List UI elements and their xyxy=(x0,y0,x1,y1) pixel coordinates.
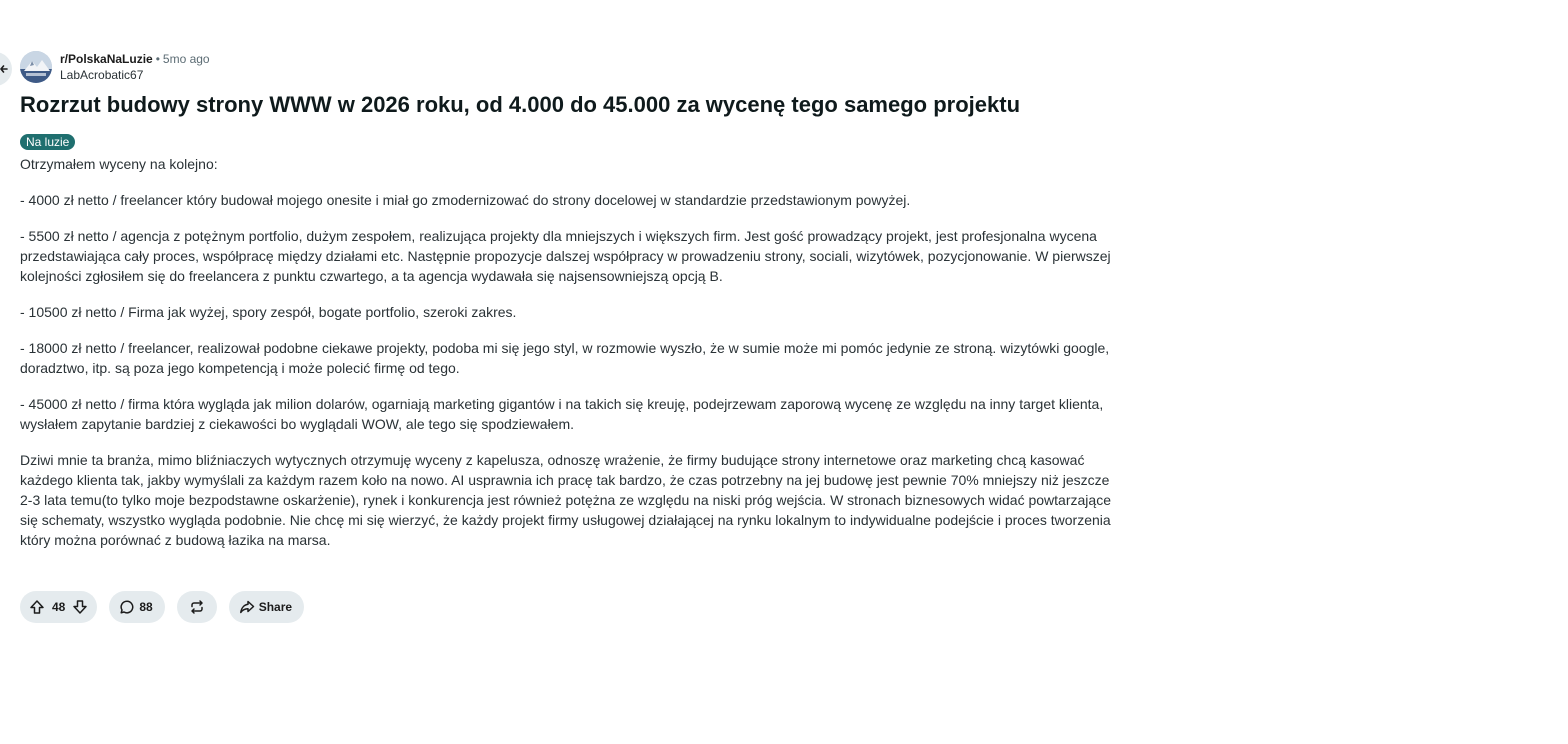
post-paragraph: - 45000 zł netto / firma która wygląda jak milion dolarów, ogarniają marketing gigantów i na takich się kreuję, podejrzewam zaporową wycenę ze względu na inny target klienta, wysłałem zapytanie bardziej z ciekawości bo wyglądali WOW, ale tego się spodziewałem. xyxy=(20,396,1104,432)
post-paragraph: - 18000 zł netto / freelancer, realizował podobne ciekawe projekty, podoba mi się jego styl, w rozmowie wyszło, że w sumie może mi pomóc jedynie ze stroną. wizytówki google, doradztwo, itp. są poza jego kompetencją i może polecić firmę od tego. xyxy=(20,340,1110,376)
post-flair[interactable]: Na luzie xyxy=(20,134,75,150)
post-time: 5mo ago xyxy=(162,52,210,66)
share-label: Share xyxy=(258,600,293,614)
comments-button[interactable] xyxy=(109,591,164,623)
share-button[interactable] xyxy=(229,591,304,623)
subreddit-link[interactable]: r/PolskaNaLuzie xyxy=(60,52,153,66)
post-meta xyxy=(20,50,1115,84)
arrow-down-icon[interactable] xyxy=(69,596,91,618)
post-paragraph: Dziwi mnie ta branża, mimo bliźniaczych wytycznych otrzymuję wyceny z kapelusza, odnoszę wrażenie, że firmy budujące strony internetowe oraz marketing chcą kasować każdego klienta tak, jakby wymyślali za każdym razem koło na nowo. AI usprawnia ich pracę tak bardzo, że czas potrzebny na jej budowę jest pewnie 70% mniejszy niż jeszcze 2-3 lata temu(to tylko moje bezpodstawne oskarżenie), rynek i konkurencja jest również potężna ze względu na niski próg wejścia. W stronach biznesowych widać powtarzające się schematy, wszystko wygląda podobnie. Nie chcę mi się wierzyć, że każdy projekt firmy usługowej działającej na rynku lokalnym to indywidualne podejście i proces tworzenia który można porównać z budową łazika na marsa. xyxy=(20,452,1111,548)
post-title: Rozrzut budowy strony WWW w 2026 roku, od 4.000 do 45.000 za wycenę tego samego projektu xyxy=(20,92,1021,117)
vote-count: 48 xyxy=(52,600,66,614)
speech-bubble-icon xyxy=(119,599,135,615)
repost-button[interactable] xyxy=(177,591,217,623)
back-button[interactable] xyxy=(0,52,12,86)
subreddit-avatar[interactable] xyxy=(20,51,52,83)
arrow-up-icon[interactable] xyxy=(26,596,48,618)
author-link[interactable]: LabAcrobatic67 xyxy=(60,68,144,82)
arrow-left-icon xyxy=(0,63,8,75)
post xyxy=(20,50,1115,566)
share-arrow-icon xyxy=(239,599,255,615)
post-body xyxy=(20,154,1115,550)
post-paragraph: - 4000 zł netto / freelancer który budował mojego onesite i miał go zmodernizować do strony docelowej w standardzie przedstawionym powyżej. xyxy=(20,192,911,208)
post-paragraph: - 10500 zł netto / Firma jak wyżej, spory zespół, bogate portfolio, szeroki zakres. xyxy=(20,304,517,320)
repost-icon xyxy=(189,599,205,615)
post-actions xyxy=(20,591,304,623)
post-paragraph: - 5500 zł netto / agencja z potężnym portfolio, dużym zespołem, realizująca projekty dla mniejszych i większych firm. Jest gość prowadzący projekt, jest profesjonalna wycena przedstawiająca cały proces, współpracę między działami etc. Następnie propozycje dalszej współpracy w prowadzeniu strony, sociali, wizytówek, pozycjonowanie. W pierwszej kolejności zgłosiłem się do freelancera z punktu czwartego, a ta agencja wydawała się najsensowniejszą opcją B. xyxy=(20,228,1111,284)
vote-bar xyxy=(20,591,97,623)
post-paragraph: Otrzymałem wyceny na kolejno: xyxy=(20,156,218,172)
comment-count: 88 xyxy=(139,600,153,614)
meta-separator: • xyxy=(155,52,160,66)
